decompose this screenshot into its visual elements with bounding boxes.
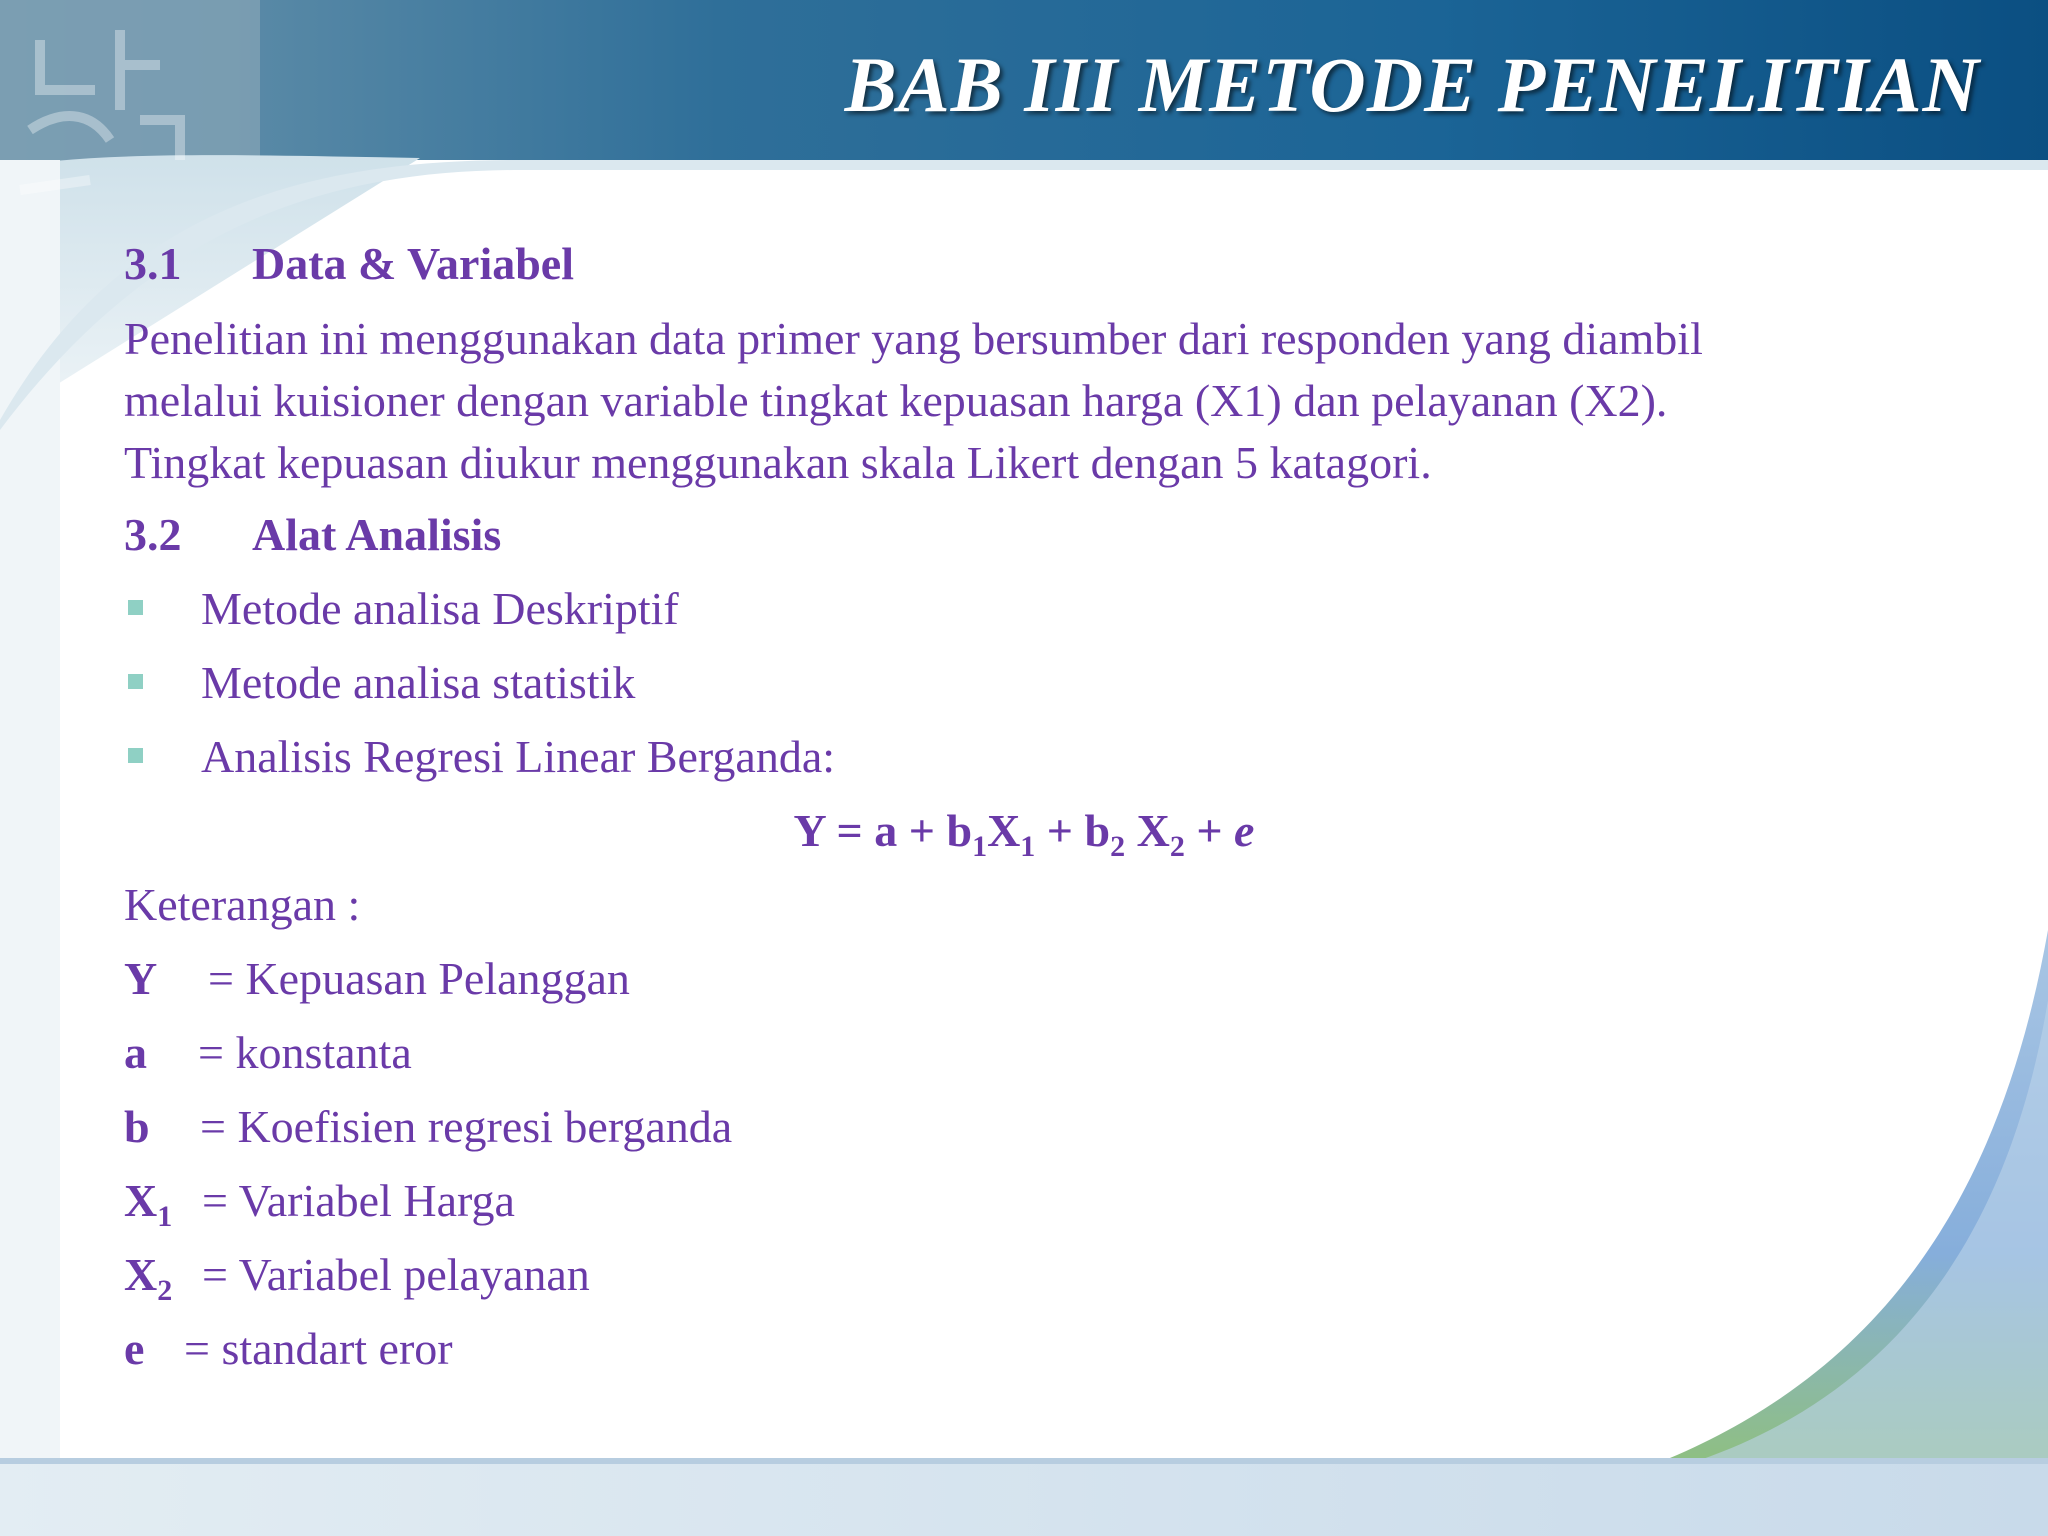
- legend-item: [124, 1318, 453, 1380]
- list-item-text: Metode analisa Deskriptif: [201, 583, 679, 634]
- list-item-text: Metode analisa statistik: [201, 657, 636, 708]
- regression-formula: [124, 800, 1924, 862]
- legend-item: [124, 1244, 590, 1306]
- list-item: [124, 652, 635, 714]
- formula-subscript: 1: [1020, 830, 1036, 863]
- list-item: [124, 726, 835, 788]
- legend-item: [124, 1096, 732, 1158]
- legend-definition: = Koefisien regresi berganda: [200, 1101, 733, 1152]
- formula-part: X: [987, 805, 1021, 856]
- list-item-text: Analisis Regresi Linear Berganda:: [201, 731, 836, 782]
- slide-title: BAB III METODE PENELITIAN: [844, 41, 1980, 128]
- square-bullet-icon: [128, 674, 143, 689]
- legend-symbol: $X_2$: [124, 1249, 173, 1307]
- legend-item: [124, 1022, 412, 1084]
- legend-symbol: $X_1$: [124, 1175, 173, 1233]
- paragraph-line: Penelitian ini menggunakan data primer yang bersumber dari responden yang diambil: [124, 313, 1703, 364]
- legend-definition: = Variabel Harga: [202, 1175, 515, 1226]
- paragraph-line: Tingkat kepuasan diukur menggunakan skala Likert dengan 5 katagori.: [124, 437, 1432, 488]
- section-3-1-heading: [124, 233, 574, 295]
- square-bullet-icon: [128, 748, 143, 763]
- formula-part: +: [1184, 805, 1235, 856]
- legend-symbol: Y: [124, 953, 158, 1004]
- legend-definition: = konstanta: [198, 1027, 412, 1078]
- legend-heading: Keterangan :: [124, 879, 361, 930]
- list-item: [124, 578, 679, 640]
- square-bullet-icon: [128, 600, 143, 615]
- section-title: Alat Analisis: [252, 509, 502, 560]
- legend-item: [124, 948, 630, 1010]
- formula-part: Y = a + b: [793, 805, 973, 856]
- formula-subscript: 2: [1169, 830, 1185, 863]
- legend-definition: = Kepuasan Pelanggan: [208, 953, 630, 1004]
- legend-symbol: b: [124, 1101, 150, 1152]
- legend-symbol: e: [124, 1323, 145, 1374]
- formula-subscript: 1: [972, 830, 988, 863]
- formula-error-term: e: [1234, 805, 1255, 856]
- section-3-2-heading: [124, 504, 501, 566]
- paragraph-line: melalui kuisioner dengan variable tingkat kepuasan harga (X1) dan pelayanan (X2).: [124, 375, 1668, 426]
- legend-definition: = Variabel pelayanan: [202, 1249, 590, 1300]
- section-number: 3.1: [124, 238, 182, 289]
- formula-subscript: 2: [1110, 830, 1126, 863]
- section-title: Data & Variabel: [252, 238, 574, 289]
- formula-part: + b: [1035, 805, 1111, 856]
- legend-definition: = standart eror: [184, 1323, 453, 1374]
- legend-item: [124, 1170, 515, 1232]
- legend-symbol: a: [124, 1027, 147, 1078]
- formula-part: X: [1125, 805, 1170, 856]
- section-number: 3.2: [124, 509, 182, 560]
